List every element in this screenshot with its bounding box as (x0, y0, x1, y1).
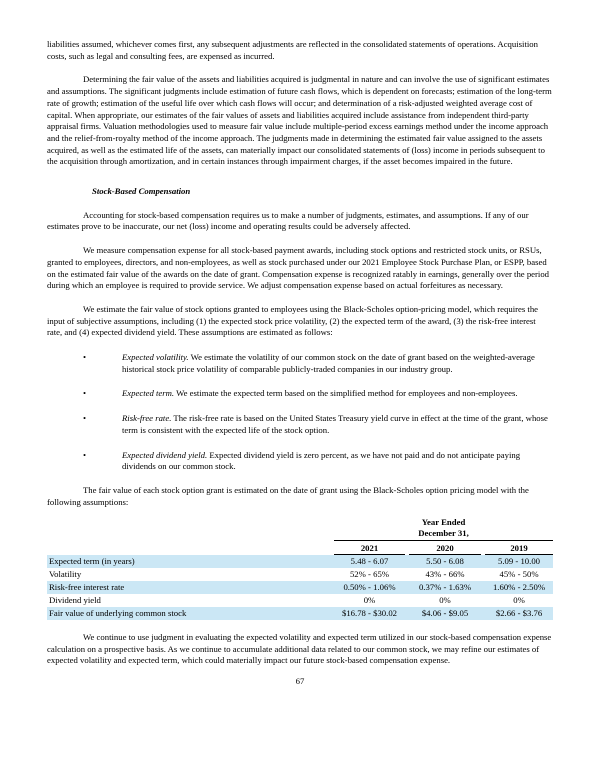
cell-2019: $2.66 - $3.76 (495, 608, 543, 619)
cell-2020: $4.06 - $9.05 (421, 608, 469, 619)
table-group-header-row (47, 517, 553, 541)
fair-value-determination-paragraph: Determining the fair value of the assets and liabilities acquired is judgmental in nature and can involve the use of significant estimates and assumptions. The significant judgments include estimation of future cash flows, which is dependent on forecasts; estimation of the long-term rate of growth; estimation of the useful life over which cash flows will occur; and determination of a risk-adjusted weighted average cost of capital. When appropriate, our estimates of the fair values of assets and liabilities acquired include assistance from independent third-party appraisal firms. Valuation methodologies used to measure fair value include multiple-period excess earnings method under the income approach and the relief-from-royalty method of the income approach. The judgments made in determining the estimated fair value assigned to the assets acquired, as well as the estimated life of the assets, can materially impact our consolidated statements of (loss) income in periods subsequent to the acquisition through amortization, and in certain instances through impairment charges, if the asset becomes impaired in the future. (47, 74, 552, 167)
cell-2019: 45% - 50% (499, 569, 539, 580)
stock-based-compensation-heading: Stock-Based Compensation (92, 186, 191, 197)
table-row-volatility (47, 568, 553, 581)
cell-2021: 52% - 65% (349, 569, 390, 580)
cell-2019: 1.60% - 2.50% (492, 582, 546, 593)
row-label: Fair value of underlying common stock (49, 608, 187, 619)
row-label: Dividend yield (49, 595, 101, 606)
table-row-fair-value-common-stock (47, 607, 553, 620)
cell-2019: 5.09 - 10.00 (498, 556, 541, 567)
cell-2021: 5.48 - 6.07 (350, 556, 389, 567)
bullet-item-expected-volatility (47, 352, 553, 375)
row-label: Volatility (49, 569, 82, 580)
bullet-text (122, 413, 553, 436)
compensation-expense-paragraph: We measure compensation expense for all stock-based payment awards, including stock options and restricted stock units, or RSUs, granted to employees, directors, and non-employees, as well as stock purchased under our 2021 Employee Stock Purchase Plan, or ESPP, based on the estimated fair value of the awards on the date of grant. Compensation expense is recognized ratably in earnings, generally over the period during which an employee is required to provide service. We adjust compensation expense based on actual forfeitures as necessary. (47, 245, 550, 291)
bullet-icon: • (83, 413, 87, 424)
cell-2020: 5.50 - 6.08 (426, 556, 464, 567)
bullet-text (122, 352, 553, 375)
cell-2020: 0% (439, 595, 451, 606)
year-column-2020: 2020 (409, 541, 481, 555)
bullet-item-expected-term (47, 388, 553, 400)
bullet-label: Expected dividend yield. (122, 449, 208, 460)
table-row-expected-term (47, 555, 553, 568)
bullet-text (122, 388, 553, 400)
bullet-label: Risk-free rate. (122, 413, 172, 424)
bullet-icon: • (83, 352, 87, 363)
year-column-2019: 2019 (485, 541, 553, 555)
bullet-label: Expected term. (122, 388, 175, 399)
bullet-body: The risk-free rate is based on the United States Treasury yield curve in effect at the time of the grant, whose term is consistent with the expected life of the stock option. (122, 413, 548, 435)
table-row-dividend-yield (47, 594, 553, 607)
bullet-body: We estimate the expected term based on the simplified method for employees and non-employees. (174, 388, 518, 399)
row-label: Risk-free interest rate (49, 582, 125, 593)
bullet-body: Expected dividend yield is zero percent, as we have not paid and do not anticipate paying dividends on our common stock. (122, 449, 521, 472)
cell-2020: 0.37% - 1.63% (418, 582, 472, 593)
bullet-label: Expected volatility. (122, 352, 189, 363)
bullet-item-dividend-yield (47, 450, 553, 473)
table-intro-paragraph: The fair value of each stock option grant is estimated on the date of grant using the Black-Scholes option pricing model with the following assumptions: (47, 484, 529, 507)
bullet-body: We estimate the volatility of our common stock on the date of grant based on the weighted-average historical stock price volatility of comparable publicly-traded companies in our industry group. (122, 352, 535, 374)
bullet-text (122, 450, 553, 473)
assumptions-table (47, 517, 553, 620)
cell-2021: 0.50% - 1.06% (343, 582, 396, 593)
closing-paragraph: We continue to use judgment in evaluating the expected volatility and expected term utilized in our stock-based compensation expense calculation on a prospective basis. As we continue to accumulate additional data related to our common stock, we may refine our estimates of expected volatility and expected term, which could materially impact our future stock-based compensation expense. (47, 631, 552, 666)
page-number: 67 (295, 676, 305, 686)
assumption-bullet-list (47, 352, 553, 473)
year-ended-header: Year Ended December 31, (334, 517, 553, 541)
accounting-paragraph: Accounting for stock-based compensation requires us to make a number of judgments, estimates, and assumptions. If any of our estimates prove to be inaccurate, our net (loss) income and operating results could be adversely affected. (47, 209, 529, 232)
cell-2021: $16.78 - $30.02 (341, 608, 398, 619)
continuation-paragraph: liabilities assumed, whichever comes first, any subsequent adjustments are reflected in the consolidated statements of operations. Acquisition costs, such as legal and consulting fees, are expensed as incurred. (47, 39, 538, 61)
table-year-header-row (47, 541, 553, 555)
bullet-icon: • (83, 449, 87, 460)
cell-2021: 0% (363, 595, 376, 606)
bullet-icon: • (83, 388, 87, 399)
cell-2019: 0% (513, 595, 525, 606)
cell-2020: 43% - 66% (425, 569, 465, 580)
black-scholes-paragraph: We estimate the fair value of stock options granted to employees using the Black-Scholes option-pricing model, which requires the input of subjective assumptions, including (1) the expected stock price volatility, (2) the expected term of the award, (3) the risk-free interest rate, and (4) expected dividend yield. These assumptions are estimated as follows: (47, 303, 539, 338)
row-label: Expected term (in years) (49, 556, 135, 567)
bullet-item-risk-free-rate (47, 413, 553, 436)
year-column-2021: 2021 (334, 541, 405, 555)
table-row-risk-free-rate (47, 581, 553, 594)
